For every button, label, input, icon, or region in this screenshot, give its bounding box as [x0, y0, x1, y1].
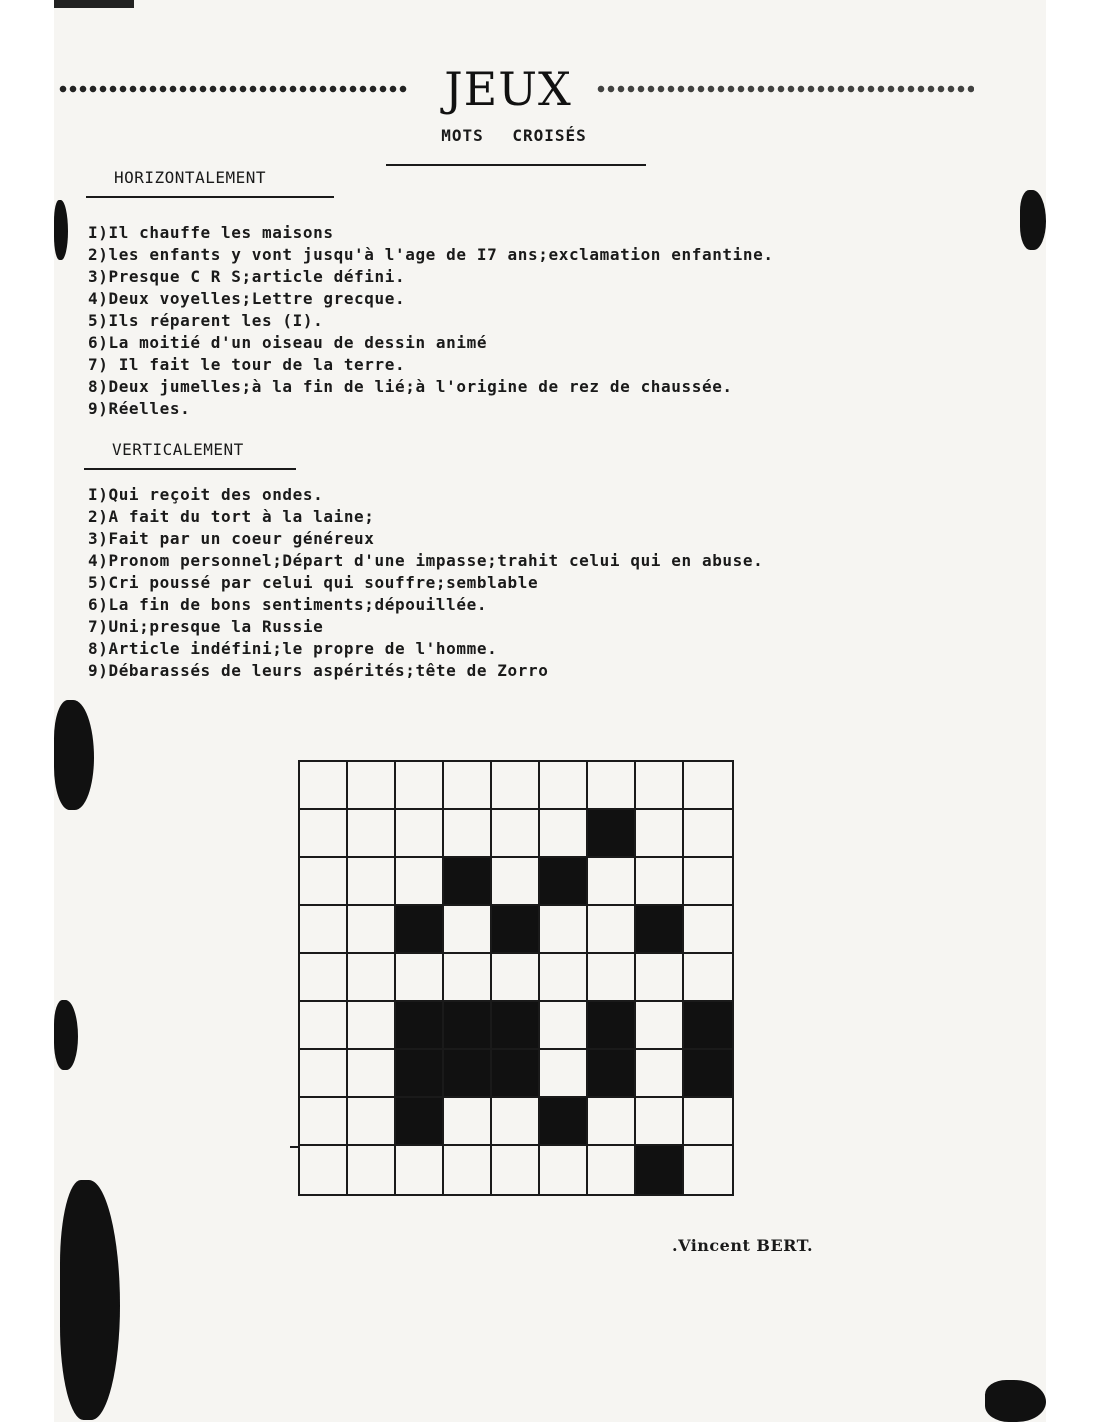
grid-cell[interactable] — [348, 906, 396, 954]
vertical-heading-underline — [84, 468, 296, 470]
grid-cell[interactable] — [588, 1146, 636, 1194]
grid-cell[interactable] — [300, 1146, 348, 1194]
grid-cell[interactable] — [444, 906, 492, 954]
grid-cell-black — [396, 1098, 444, 1146]
clue-v5: 5)Cri poussé par celui qui souffre;semblable — [88, 573, 539, 592]
grid-cell-black — [444, 1002, 492, 1050]
grid-cell-black — [396, 1002, 444, 1050]
grid-cell[interactable] — [540, 954, 588, 1002]
grid-cell-black — [444, 1050, 492, 1098]
grid-cell[interactable] — [300, 1002, 348, 1050]
ink-stain — [54, 200, 68, 260]
grid-cell[interactable] — [300, 762, 348, 810]
grid-cell-black — [540, 858, 588, 906]
paper-sheet — [54, 0, 1046, 1422]
clue-v3: 3)Fait par un coeur généreux — [88, 529, 375, 548]
grid-cell[interactable] — [396, 1146, 444, 1194]
grid-cell-black — [396, 906, 444, 954]
dotted-rule-right — [596, 82, 974, 96]
grid-cell[interactable] — [300, 858, 348, 906]
clue-h6: 6)La moitié d'un oiseau de dessin animé — [88, 333, 488, 352]
grid-cell[interactable] — [492, 762, 540, 810]
grid-cell[interactable] — [684, 858, 732, 906]
grid-cell-black — [684, 1050, 732, 1098]
page-subtitle: MOTS CROISÉS — [441, 126, 587, 145]
clue-v1: I)Qui reçoit des ondes. — [88, 485, 324, 504]
clue-h8: 8)Deux jumelles;à la fin de lié;à l'origine de rez de chaussée. — [88, 377, 733, 396]
grid-cell[interactable] — [540, 810, 588, 858]
grid-cell-black — [636, 906, 684, 954]
grid-cell-black — [444, 858, 492, 906]
dotted-rule-left — [58, 82, 408, 96]
subtitle-underline — [386, 164, 646, 166]
grid-cell[interactable] — [348, 810, 396, 858]
grid-cell[interactable] — [492, 810, 540, 858]
grid-cell[interactable] — [348, 1098, 396, 1146]
grid-cell[interactable] — [300, 954, 348, 1002]
ink-stain — [985, 1380, 1046, 1422]
grid-cell-black — [540, 1098, 588, 1146]
grid-cell[interactable] — [540, 762, 588, 810]
grid-cell[interactable] — [492, 1146, 540, 1194]
grid-cell[interactable] — [684, 954, 732, 1002]
grid-cell[interactable] — [636, 810, 684, 858]
grid-cell[interactable] — [684, 810, 732, 858]
grid-cell-black — [492, 1050, 540, 1098]
grid-cell[interactable] — [300, 1098, 348, 1146]
grid-cell[interactable] — [636, 954, 684, 1002]
grid-cell[interactable] — [348, 1050, 396, 1098]
clue-v2: 2)A fait du tort à la laine; — [88, 507, 375, 526]
author-signature: .Vincent BERT. — [672, 1236, 814, 1255]
grid-cell[interactable] — [636, 858, 684, 906]
ink-stain — [54, 700, 94, 810]
grid-cell-black — [492, 1002, 540, 1050]
grid-cell[interactable] — [492, 1098, 540, 1146]
grid-cell[interactable] — [636, 1002, 684, 1050]
grid-cell[interactable] — [636, 1050, 684, 1098]
scan-edge-mark — [54, 0, 134, 8]
vertical-clues — [88, 484, 763, 682]
grid-cell-black — [588, 1050, 636, 1098]
clue-h9: 9)Réelles. — [88, 399, 191, 418]
grid-cell[interactable] — [636, 1098, 684, 1146]
horizontal-heading: HORIZONTALEMENT — [114, 168, 266, 187]
grid-cell[interactable] — [300, 1050, 348, 1098]
scan-margin — [0, 0, 54, 1422]
grid-cell[interactable] — [588, 762, 636, 810]
clue-v4: 4)Pronom personnel;Départ d'une impasse;trahit celui qui en abuse. — [88, 551, 764, 570]
clue-v9: 9)Débarassés de leurs aspérités;tête de Zorro — [88, 661, 549, 680]
grid-cell[interactable] — [444, 810, 492, 858]
horizontal-heading-underline — [86, 196, 334, 198]
grid-cell[interactable] — [300, 810, 348, 858]
grid-cell[interactable] — [588, 1098, 636, 1146]
grid-cell[interactable] — [540, 906, 588, 954]
grid-cell[interactable] — [396, 810, 444, 858]
grid-cell[interactable] — [684, 1146, 732, 1194]
grid-cell[interactable] — [588, 858, 636, 906]
grid-cell-black — [396, 1050, 444, 1098]
grid-cell-black — [588, 1002, 636, 1050]
grid-cell[interactable] — [300, 906, 348, 954]
grid-cell[interactable] — [540, 1050, 588, 1098]
grid-cell[interactable] — [540, 1002, 588, 1050]
grid-cell[interactable] — [684, 906, 732, 954]
grid-cell[interactable] — [444, 1146, 492, 1194]
grid-cell[interactable] — [540, 1146, 588, 1194]
ink-stain — [54, 1000, 78, 1070]
grid-line-overhang — [290, 1146, 300, 1148]
grid-cell[interactable] — [684, 1098, 732, 1146]
grid-cell[interactable] — [492, 954, 540, 1002]
clue-h1: I)Il chauffe les maisons — [88, 223, 334, 242]
horizontal-clues — [88, 222, 774, 420]
clue-v8: 8)Article indéfini;le propre de l'homme. — [88, 639, 498, 658]
grid-cell[interactable] — [396, 762, 444, 810]
grid-cell-black — [492, 906, 540, 954]
grid-cell-black — [588, 810, 636, 858]
page-title: JEUX — [444, 62, 572, 116]
grid-cell-black — [636, 1146, 684, 1194]
clue-h4: 4)Deux voyelles;Lettre grecque. — [88, 289, 406, 308]
grid-cell[interactable] — [396, 954, 444, 1002]
grid-cell[interactable] — [444, 762, 492, 810]
grid-cell[interactable] — [492, 858, 540, 906]
ink-stain — [1020, 190, 1046, 250]
clue-h2: 2)les enfants y vont jusqu'à l'age de I7 ans;exclamation enfantine. — [88, 245, 774, 264]
grid-cell-black — [684, 1002, 732, 1050]
clue-v6: 6)La fin de bons sentiments;dépouillée. — [88, 595, 488, 614]
grid-cell[interactable] — [444, 1098, 492, 1146]
grid-cell[interactable] — [348, 762, 396, 810]
crossword-grid — [298, 760, 734, 1196]
grid-cell[interactable] — [588, 954, 636, 1002]
grid-cell[interactable] — [348, 858, 396, 906]
clue-v7: 7)Uni;presque la Russie — [88, 617, 324, 636]
grid-cell[interactable] — [348, 1146, 396, 1194]
clue-h5: 5)Ils réparent les (I). — [88, 311, 324, 330]
grid-cell[interactable] — [444, 954, 492, 1002]
vertical-heading: VERTICALEMENT — [112, 440, 244, 459]
grid-cell[interactable] — [396, 858, 444, 906]
grid-cell[interactable] — [348, 1002, 396, 1050]
crossword-grid-container — [298, 760, 734, 1196]
clue-h3: 3)Presque C R S;article défini. — [88, 267, 406, 286]
grid-cell[interactable] — [588, 906, 636, 954]
grid-cell[interactable] — [636, 762, 684, 810]
grid-cell[interactable] — [684, 762, 732, 810]
clue-h7: 7) Il fait le tour de la terre. — [88, 355, 406, 374]
grid-cell[interactable] — [348, 954, 396, 1002]
